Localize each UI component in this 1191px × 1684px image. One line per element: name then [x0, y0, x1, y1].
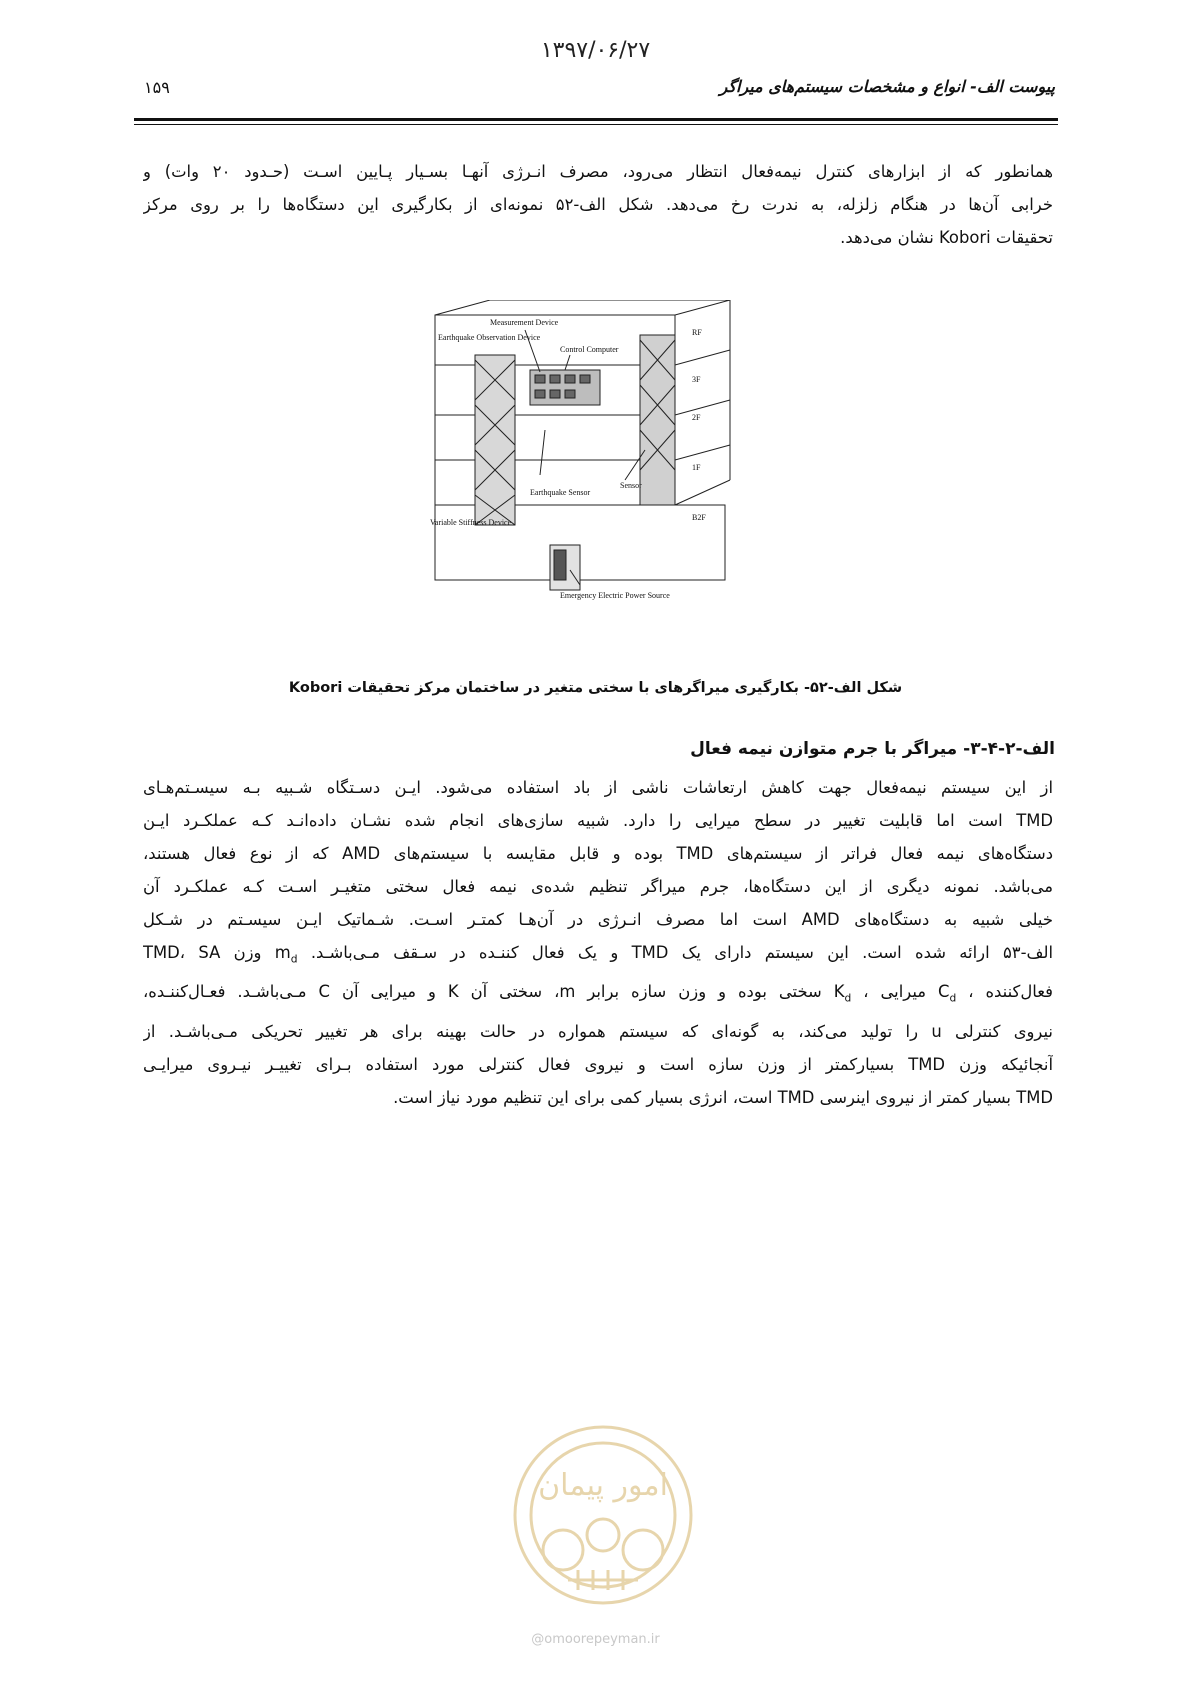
- label-rf: RF: [692, 328, 702, 337]
- frame-edge: [675, 480, 730, 505]
- section-heading: الف-۲-۴-۳- میراگر با جرم متوازن نیمه فعال: [690, 739, 1055, 759]
- label-1f: 1F: [692, 463, 701, 472]
- label-emergency-power: Emergency Electric Power Source: [560, 591, 670, 600]
- text-line: می‌باشد. نمونه دیگری از این دستگاه‌ها، جرم میراگر تنظیم شده‌ی نیمه فعال سختی متغیـر اسـت کـه عملکـرد آن: [143, 877, 1053, 896]
- page-number: ۱۵۹: [144, 78, 170, 97]
- label-b2f: B2F: [692, 513, 706, 522]
- logo-outer-ring: [515, 1427, 691, 1603]
- paragraph-semi-active-tmd: [143, 771, 1053, 1114]
- running-title: پیوست الف- انواع و مشخصات سیستم‌های میراگر: [719, 77, 1055, 96]
- watermark-url: @omoorepeyman.ir: [531, 1632, 660, 1647]
- figure-caption: شکل الف-۵۲- بکارگیری میراگرهای با سختی متغیر در ساختمان مرکز تحقیقات Kobori: [288, 680, 903, 696]
- watermark-logo: [508, 1420, 698, 1610]
- text-line: آنجائیکه وزن TMD بسیارکمتر از وزن سازه است و نیروی فعال کنترلی مورد استفاده بـرای تغییـر نیـروی میرایـی: [143, 1054, 1053, 1074]
- logo-script: امور پیمان: [538, 1468, 668, 1503]
- text-line: همانطور که از ابزارهای کنترل نیمه‌فعال انتظار می‌رود، مصرف انـرژی آنهـا بسـیار پـایین اسـت (حـدود ۲۰ وات) و: [143, 162, 1053, 181]
- text-line: خرابی آن‌ها در هنگام زلزله، به ندرت رخ می‌دهد. شکل الف-۵۲ نمونه‌ای از بکارگیری این دستگاه‌ها را بر روی مرکز: [143, 195, 1053, 214]
- label-earthquake-sensor: Earthquake Sensor: [530, 488, 591, 497]
- page-date: ۱۳۹۷/۰۶/۲۷: [540, 38, 651, 63]
- label-earthquake-observation: Earthquake Observation Device: [438, 333, 541, 342]
- text-line: الف-۵۳ ارائه شده است. این سیستم دارای یک TMD و یک فعال کننـده در سـقف مـی‌باشـد. $m_d$ وزن TMD، SA: [143, 943, 1053, 966]
- power-panel: [554, 550, 566, 580]
- header-rule-thin: [134, 124, 1058, 125]
- text-line: TMD است اما قابلیت تغییر در سطح میرایی را دارد. شبیه سازی‌های انجام شده نشـان داده‌انـد کـه عملکـرد ایـن: [143, 811, 1053, 830]
- label-variable-stiffness: Variable Stiffness Device: [430, 518, 512, 527]
- label-3f: 3F: [692, 375, 701, 384]
- frame-outline: [435, 315, 675, 505]
- text-line: دستگاه‌های نیمه فعال فراتر از سیستم‌های TMD بوده و قابل مقایسه با سیستم‌های AMD که از نوع فعال هستند،: [143, 844, 1053, 863]
- label-2f: 2F: [692, 413, 701, 422]
- text-line: نیروی کنترلی u را تولید می‌کند، به گونه‌ای که سیستم همواره در حالت بهینه برای هر تغییر تحریکی مـی‌باشـد. از: [143, 1021, 1053, 1041]
- gear-icon: [543, 1530, 583, 1570]
- leader-line: [540, 430, 545, 475]
- text-line: تحقیقات Kobori نشان می‌دهد.: [840, 228, 1053, 247]
- header-rule-thick: [134, 118, 1058, 121]
- text-line: خیلی شبیه به دستگاه‌های AMD است اما مصرف انـرژی در آن‌هـا کمتـر اسـت. شـماتیک ایـن سیسـتم در شـکل: [143, 910, 1053, 929]
- building-schematic: [430, 300, 775, 630]
- text-line: TMD بسیار کمتر از نیروی اینرسی TMD است، انرژی بسیار کمی برای این تنظیم مورد نیاز است.: [393, 1087, 1053, 1107]
- figure-kobori-building: [430, 300, 775, 630]
- text-line: از این سیستم نیمه‌فعال جهت کاهش ارتعاشات ناشی از باد استفاده می‌شود. ایـن دسـتگاه شـبیه بـه سیسـتم‌هـای: [143, 778, 1053, 797]
- frame-top: [435, 300, 730, 315]
- label-sensor: Sensor: [620, 481, 642, 490]
- gear-icon: [623, 1530, 663, 1570]
- leader-line: [565, 355, 570, 370]
- label-measurement-device: Measurement Device: [490, 318, 559, 327]
- paragraph-intro: [143, 155, 1053, 254]
- person-icon: [587, 1519, 619, 1551]
- label-control-computer: Control Computer: [560, 345, 619, 354]
- text-line: فعال‌کننده ، $C_d$ میرایی ، $K_d$ سختی بوده و وزن سازه برابر m، سختی آن K و میرایی آن C مـی‌باشـد. فعـال‌کننـده،: [143, 982, 1053, 1005]
